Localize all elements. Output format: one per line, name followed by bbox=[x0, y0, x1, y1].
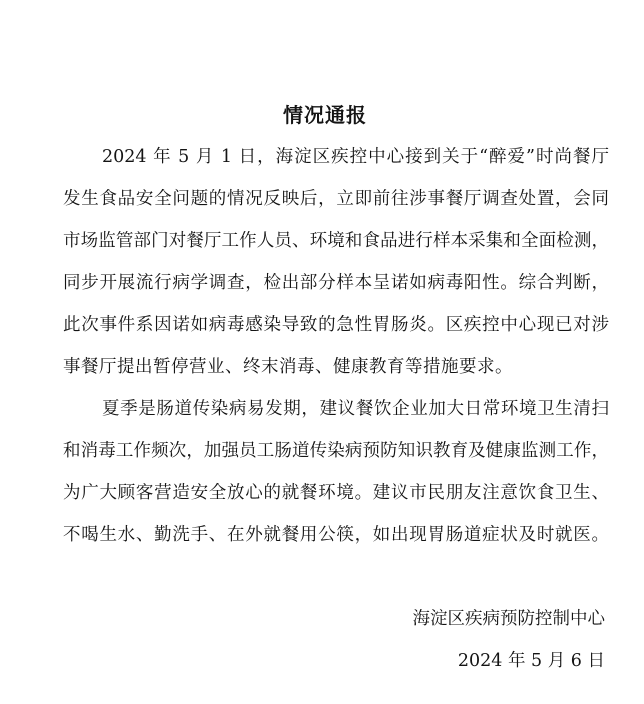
signature-organization: 海淀区疾病预防控制中心 bbox=[412, 609, 605, 629]
notice-body bbox=[63, 136, 609, 682]
spacer bbox=[63, 556, 609, 598]
paragraph-line: 夏季是肠道传染病易发期，建议餐饮企业加大日常环境卫生清扫 bbox=[102, 399, 609, 419]
paragraph-line: 2024 年 5 月 1 日，海淀区疾控中心接到关于“醉爱”时尚餐厅 bbox=[102, 147, 609, 167]
paragraph-incident bbox=[63, 136, 609, 388]
paragraph-line: 同步开展流行病学调查，检出部分样本呈诺如病毒阳性。综合判断， bbox=[63, 273, 609, 293]
paragraph-line: 市场监管部门对餐厅工作人员、环境和食品进行样本采集和全面检测， bbox=[63, 231, 609, 251]
paragraph-advice bbox=[63, 388, 609, 556]
paragraph-line: 事餐厅提出暂停营业、终末消毒、健康教育等措施要求。 bbox=[63, 357, 513, 377]
paragraph-line: 不喝生水、勤洗手、在外就餐用公筷，如出现胃肠道症状及时就医。 bbox=[63, 525, 609, 545]
paragraph-line: 此次事件系因诺如病毒感染导致的急性胃肠炎。区疾控中心现已对涉 bbox=[63, 315, 609, 335]
signature-date: 2024 年 5 月 6 日 bbox=[457, 651, 605, 671]
paragraph-line: 和消毒工作频次，加强员工肠道传染病预防知识教育及健康监测工作， bbox=[63, 441, 609, 461]
page-title: 情况通报 bbox=[283, 103, 367, 127]
signature-block bbox=[63, 598, 609, 682]
paragraph-line: 为广大顾客营造安全放心的就餐环境。建议市民朋友注意饮食卫生、 bbox=[63, 483, 609, 503]
paragraph-line: 发生食品安全问题的情况反映后，立即前往涉事餐厅调查处置，会同 bbox=[63, 189, 609, 209]
